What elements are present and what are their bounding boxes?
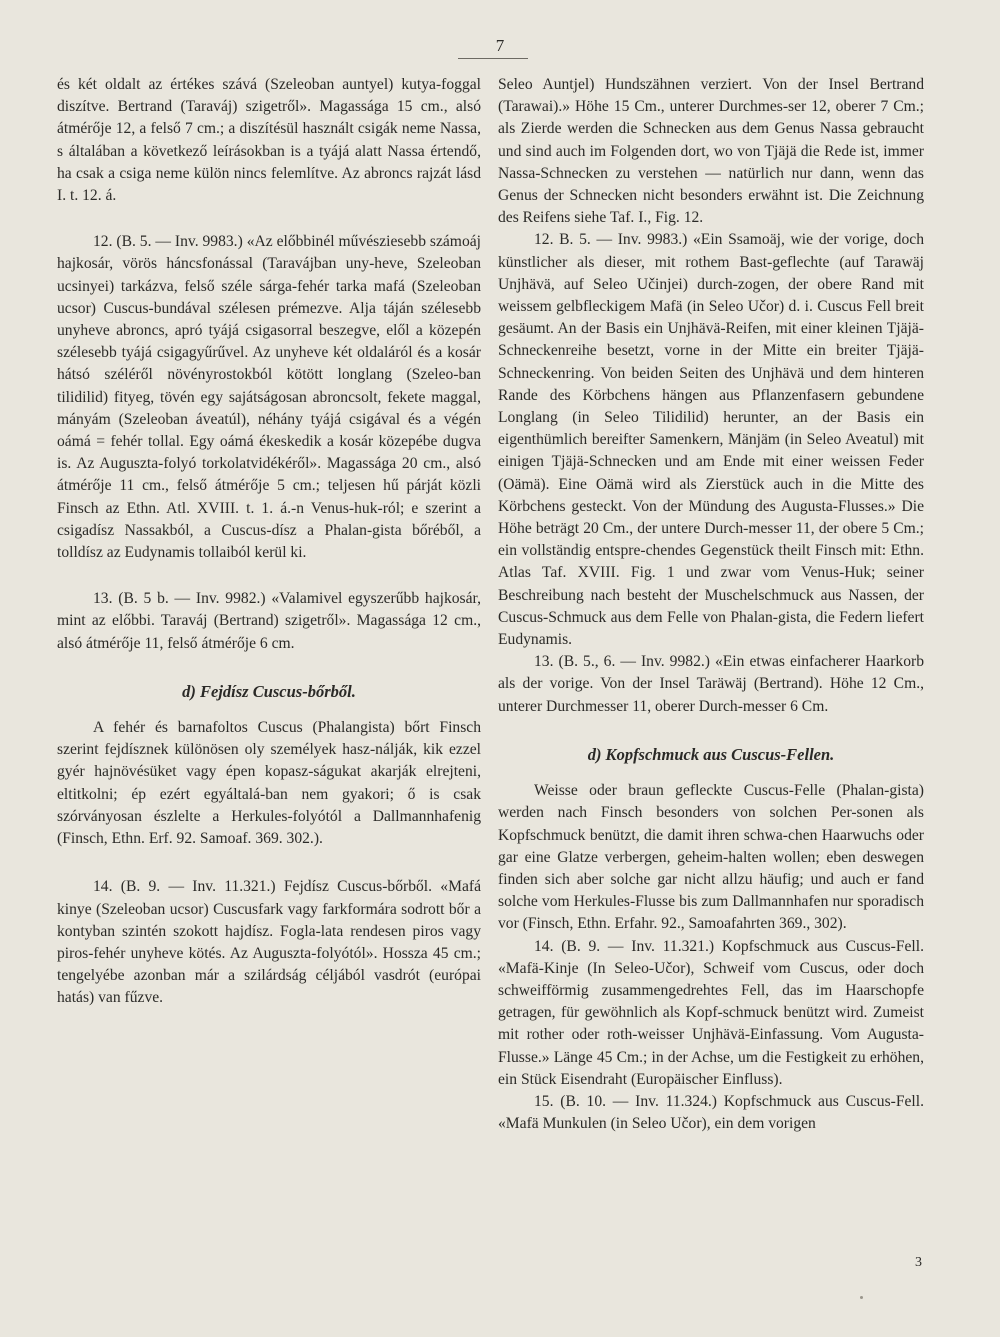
page-number: 7 — [495, 36, 505, 55]
signature-mark: 3 — [915, 1255, 922, 1270]
section-heading: d) Fejdísz Cuscus-bőrből. — [182, 681, 356, 701]
header-rule — [458, 58, 528, 59]
german-column — [498, 74, 924, 1135]
paragraph: 13. (B. 5., 6. — Inv. 9982.) «Ein etwas einfacherer Haarkorb als der vorige. Von der Insel Taräwäj (Bertrand). Höhe 12 Cm., unterer Durchmesser 11, oberer Durch-messer 6 Cm. — [498, 653, 924, 715]
paragraph: Seleo Auntjel) Hundszähnen verziert. Von der Insel Bertrand (Tarawai).» Höhe 15 Cm., unterer Durchmes-ser 12, oberer 7 Cm.; als Zierde werden die Schnecken aus dem Genus Nassa gebraucht und sind auch im Folgenden dort, wo von Tjäjä die Rede ist, immer Nassa-Schnecken zu verstehen — natürlich nur dann, wenn das Genus der Schnecken nicht besonders erwähnt ist. Die Zeichnung des Reifens siehe Taf. I., Fig. 12. — [498, 76, 924, 227]
paragraph: A fehér és barnafoltos Cuscus (Phalangista) bőrt Finsch szerint fejdísznek különösen oly személyek hasz-nálják, kik ezzel gyér hajnövésüket vagy épen kopasz-ságukat akarják elrejteni, eltitkolni; ép ezért egyáltalá-ban nem gyakori; ő is csak szórványosan észlelte a Herkules-folyótól a Dallmannhafenig (Finsch, Ethn. Erf. 92. Samoaf. 369. 302.). — [57, 719, 481, 848]
paragraph: 13. (B. 5 b. — Inv. 9982.) «Valamivel egyszerűbb hajkosár, mint az előbbi. Taraváj (Bertrand) szigetről». Magassága 12 cm., alsó átmérője 11, felső átmérője 6 cm. — [57, 590, 481, 652]
paragraph: Weisse oder braun gefleckte Cuscus-Felle (Phalan-gista) werden nach Finsch besonders von solchen Per-sonen als Kopfschmuck benützt, die damit ihren schwa-chen Haarwuchs oder gar eine Glatze verbergen, geheim-halten wollen; eben deswegen finden sich aber solche gar nicht allzu häufig; und auch er fand solche vom Herkules-Flusse bis zum Dallmannhafen nur sporadisch vor (Finsch, Ethn. Erfahr. 92., Samoafahrten 369., 302). — [498, 782, 924, 933]
hungarian-column — [57, 74, 481, 1010]
paragraph: 14. (B. 9. — Inv. 11.321.) Kopfschmuck aus Cuscus-Fell. «Mafä-Kinje (In Seleo-Učor), Schweif vom Cuscus, oder doch schweifförmig zusammengedrehtes Fell, das im Haarschopfe getragen, für gewöhnlich als Kopf-schmuck benützt wird. Zumeist mit rother oder roth-weisser Unjhävä-Einfassung. Vom Augusta-Flusse.» Länge 45 Cm.; in der Achse, um die Festigkeit zu erhöhen, ein Stück Eisendraht (Europäischer Einfluss). — [498, 937, 924, 1088]
section-heading: d) Kopfschmuck aus Cuscus-Fellen. — [587, 744, 835, 764]
paragraph: 15. (B. 10. — Inv. 11.324.) Kopfschmuck aus Cuscus-Fell. «Mafä Munkulen (in Seleo Učor), ein dem vorigen — [498, 1092, 924, 1133]
paragraph: 14. (B. 9. — Inv. 11.321.) Fejdísz Cuscus-bőrből. «Mafá kinye (Szeleoban ucsor) Cuscusfark vagy farkformára sodrott bőr a kontyban szintén szokott hajdísz. Fogla-lata rendesen piros vagy piros-fehér unyheve kötés. Az Auguszta-folyótól». Hossza 45 cm.; tengelyébe azonban már a szilárdság céljából vasdrót (európai hatás) van fűzve. — [57, 878, 481, 1007]
paragraph: 12. (B. 5. — Inv. 9983.) «Az előbbinél művésziesebb számoáj hajkosár, vörös háncsfonással (Taravájban uny-heve, Szeleoban ucsinyei) tarkázva, felső széle sárga-fehér tarka mafá (Szeleoban ucsor) Cuscus-bundával szélesen prémezve. Alja táján szélesebb unyheve abroncs, apró tyájá csigasorral beszegve, elől a közepén szélesebb tyájá csigagyűrűvel. Az unyheve két oldaláról és a kosár hátsó széléről növényrostokból kötött longlang (Szeleo-ban tilidilid) fityeg, tövén egy sajátságosan abroncsolt, fekete maggal, mányám (Szeleoban áveatúl), néhány tyájá csigával és a végén oámá = fehér tollal. Egy oámá ékeskedik a kosár közepébe dugva is. Az Auguszta-folyó torkolatvidékéről». Magassága 20 cm., alsó átmérője 11 cm., felső átmérője 5 cm.; teljesen hű párját közli Finsch az Ethn. Atl. XVIII. t. 1. á.-n Venus-huk-ról; e szerint a csigadísz Nassakból, a Cuscus-dísz a Phalan-gista bőréből, a tolldísz az Eudynamis tollaiból kerül ki. — [57, 233, 481, 562]
paragraph: 12. B. 5. — Inv. 9983.) «Ein Ssamoäj, wie der vorige, doch künstlicher als dieser, mit rothem Bast-geflechte (auf Tarawäj Unjhävä, auf Seleo Učinjei) durch-zogen, der obere Rand mit weissem gelbfleckigem Mafä (in Seleo Učor) d. i. Cuscus Fell breit gesäumt. An der Basis ein Unjhävä-Reifen, mit einer kleinen Tjäjä-Schneckenreihe besetzt, vorne in der Mitte ein breiter Tjäjä-Schneckenring. Von beiden Seiten des Unjhävä und dem hinteren Rande des Körbchens hängen aus Pflanzenfasern gebundene Longlang (in Seleo Tilidilid) herunter, an der Basis ein eigenthümlich bereifter Samenkern, Mänjäm (in Seleo Aveatul) mit einigen Tjäjä-Schnecken und am Ende mit einer weissen Feder (Oämä). Eine Oämä wird als Zierstück auch in die Mitte des Körbchens gesteckt. Von der Mündung des Augusta-Flusses.» Die Höhe beträgt 20 Cm., der untere Durch-messer 11, der obere 5 Cm.; ein vollständig entspre-chendes Gegenstück theilt Finsch mit: Ethn. Atlas Taf. XVIII. Fig. 1 und zwar vom Venus-Huk; seiner Beschreibung nach besteht der Muschelschmuck aus Nassen, der Cuscus-Schmuck aus dem Felle von Phalan-gista, die Federn liefert Eudynamis. — [498, 231, 924, 649]
paragraph: és két oldalt az értékes szává (Szeleoban auntyel) kutya-foggal diszítve. Bertrand (Taraváj) szigetről». Magassága 15 cm., alsó átmérője 12, a felső 7 cm.; a diszítésül használt csigák neme Nassa, s általában a következő leírásokban is a tyájá alatt Nassa értendő, ha csak a csiga neme külön nincs felemlítve. Az abroncs rajzát lásd I. t. 12. á. — [57, 76, 481, 205]
paper-speck — [860, 1296, 863, 1299]
